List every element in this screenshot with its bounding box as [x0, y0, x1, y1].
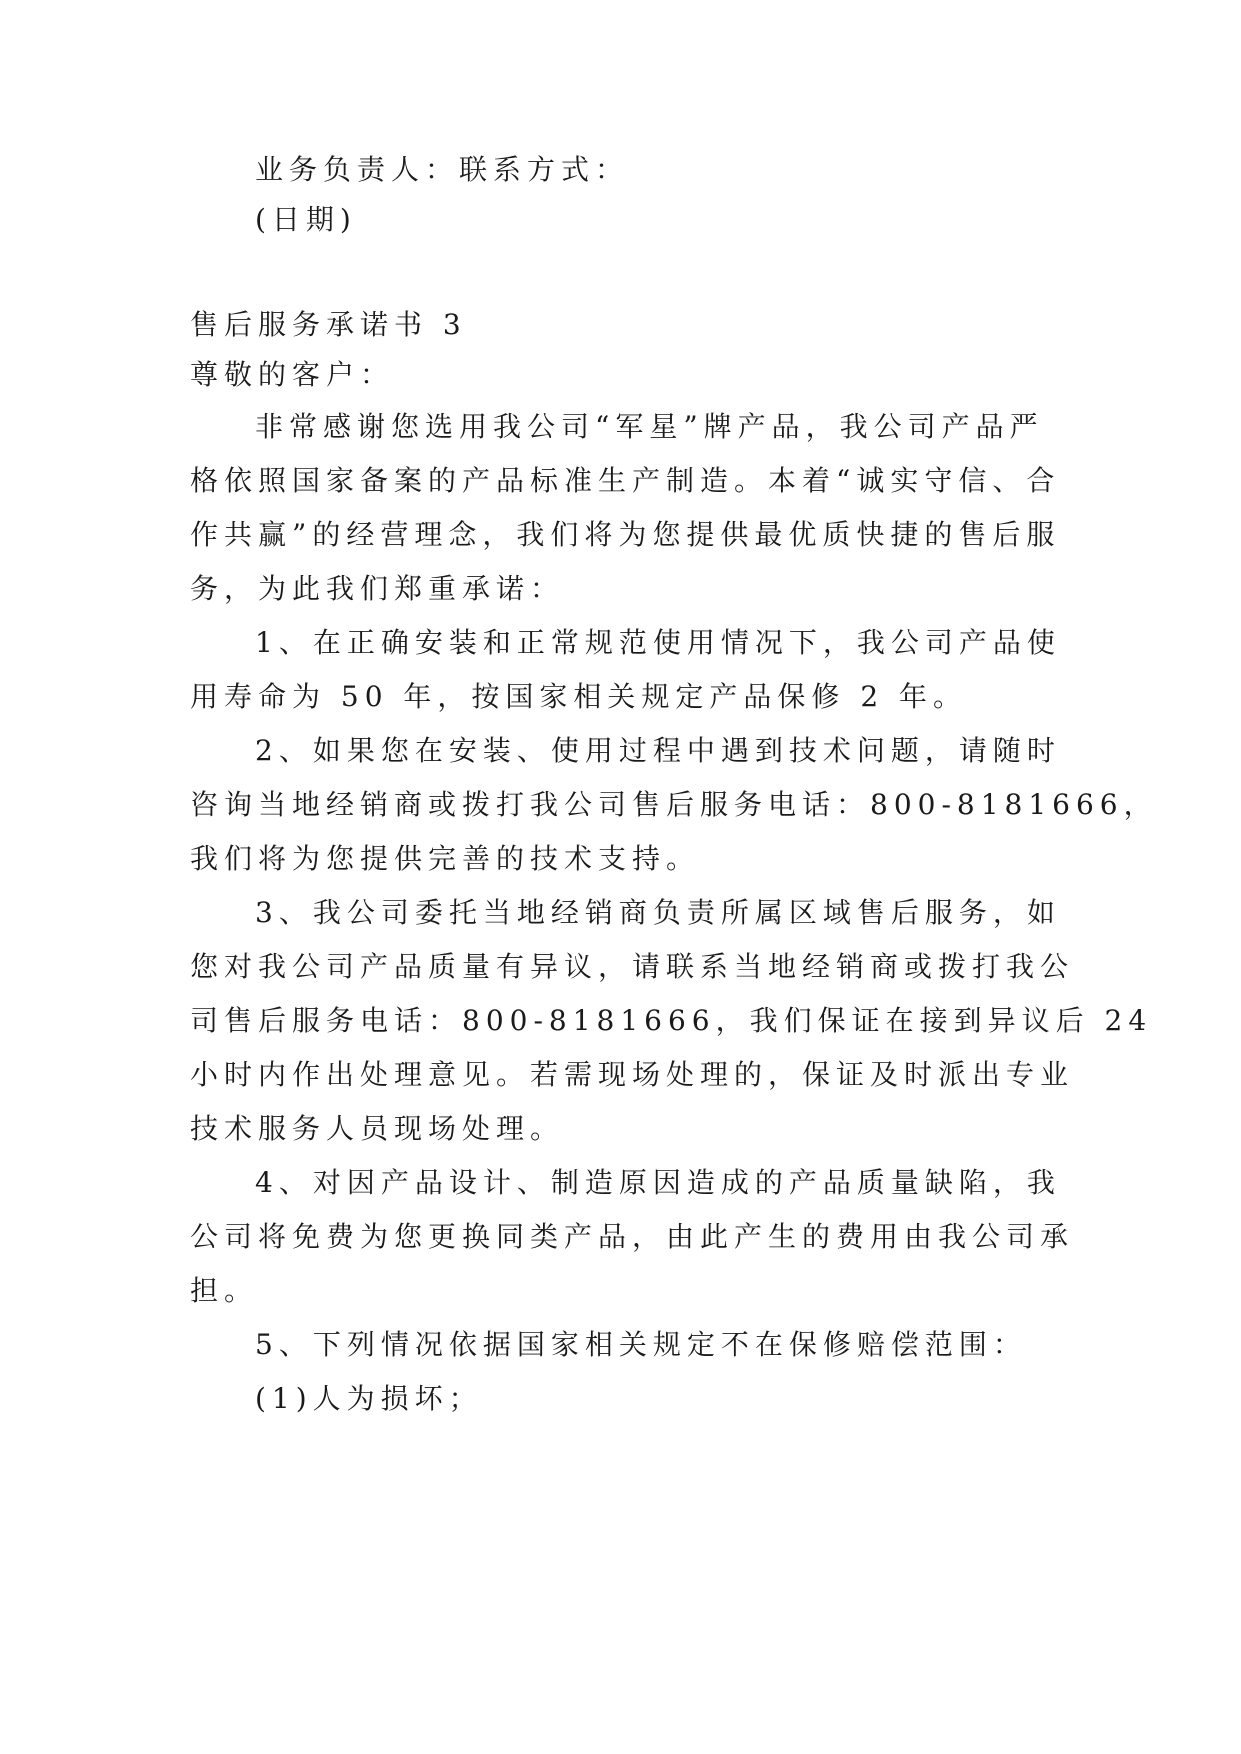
greeting: 尊敬的客户：: [190, 358, 395, 391]
paragraph-line: (1)人为损坏；: [255, 1382, 483, 1415]
section-title: 售后服务承诺书 3: [190, 308, 467, 341]
paragraph-line: 作共赢”的经营理念，我们将为您提供最优质快捷的售后服: [190, 518, 1061, 551]
paragraph-line: 您对我公司产品质量有异议，请联系当地经销商或拨打我公: [190, 950, 1075, 983]
paragraph-line: 用寿命为 50 年，按国家相关规定产品保修 2 年。: [190, 680, 968, 713]
paragraph-line: 小时内作出处理意见。若需现场处理的，保证及时派出专业: [190, 1058, 1075, 1091]
paragraph-line: 4、对因产品设计、制造原因造成的产品质量缺陷，我: [255, 1166, 1061, 1199]
paragraph-line: 2、如果您在安装、使用过程中遇到技术问题，请随时: [255, 734, 1061, 767]
paragraph-line: 咨询当地经销商或拨打我公司售后服务电话：800-8181666，: [190, 788, 1158, 821]
paragraph-line: 3、我公司委托当地经销商负责所属区域售后服务，如: [255, 896, 1061, 929]
paragraph-line: 公司将免费为您更换同类产品，由此产生的费用由我公司承: [190, 1220, 1075, 1253]
paragraph-line: 5、下列情况依据国家相关规定不在保修赔偿范围：: [255, 1328, 1027, 1361]
paragraph-line: 担。: [190, 1274, 259, 1307]
paragraph-line: 非常感谢您选用我公司“军星”牌产品，我公司产品严: [255, 410, 1044, 443]
paragraph-line: 1、在正确安装和正常规范使用情况下，我公司产品使: [255, 626, 1061, 659]
paragraph-line: 我们将为您提供完善的技术支持。: [190, 842, 701, 875]
paragraph-line: 格依照国家备案的产品标准生产制造。本着“诚实守信、合: [190, 464, 1061, 497]
date-line: (日期): [255, 203, 357, 236]
paragraph-line: 技术服务人员现场处理。: [190, 1112, 565, 1145]
paragraph-line: 司售后服务电话：800-8181666，我们保证在接到异议后 24: [190, 1004, 1153, 1037]
paragraph-line: 务，为此我们郑重承诺：: [190, 572, 565, 605]
responsible-contact-line: 业务负责人：联系方式：: [255, 153, 630, 186]
